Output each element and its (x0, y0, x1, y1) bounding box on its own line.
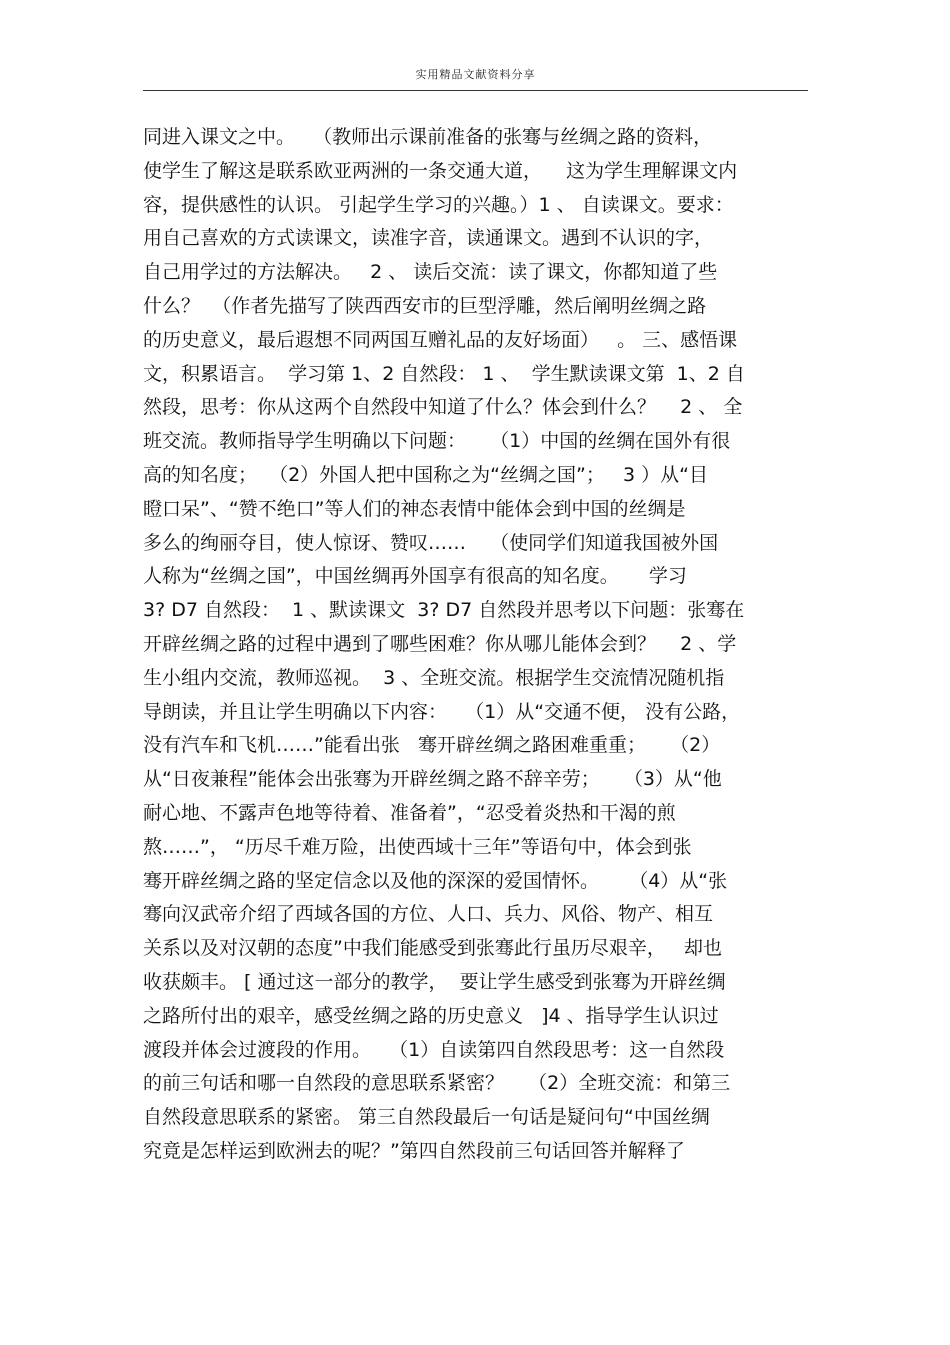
text-line: 高的知名度； （2）外国人把中国称之为“丝绸之国”； 3 ）从“目 (143, 463, 708, 486)
text-line: 同进入课文之中。 （教师出示课前准备的张骞与丝绸之路的资料， (143, 126, 713, 148)
text-line: 用自己喜欢的方式读课文，读准字音，读通课文。遇到不认识的字， (143, 227, 714, 250)
text-line: 自然段意思联系的紧密。 第三自然段最后一句话是疑问句“中国丝绸 (143, 1106, 710, 1129)
text-line: 班交流。教师指导学生明确以下问题： （1）中国的丝绸在国外有很 (143, 430, 731, 453)
text-line: 人称为“丝绸之国”，中国丝绸再外国享有很高的知名度。 学习 (143, 565, 687, 588)
text-line: 瞪口呆”、“赞不绝口”等人们的神态表情中能体会到中国的丝绸是 (143, 497, 686, 520)
text-line: 从“日夜兼程”能体会出张骞为开辟丝绸之路不辞辛劳； （3）从“他 (143, 768, 722, 791)
text-line: 熬……”， “历尽千难万险，出使西域十三年”等语句中，体会到张 (143, 835, 692, 858)
text-line: 文，积累语言。 学习第 1、2 自然段： 1 、 学生默读课文第 1、2 自 (143, 362, 745, 385)
page-header: 实用精品文献资料分享 (415, 68, 536, 81)
text-line: 没有汽车和飞机……”能看出张 骞开辟丝绸之路困难重重； （2） (143, 734, 721, 757)
text-line: 关系以及对汉朝的态度”中我们能感受到张骞此行虽历尽艰辛， 却也 (143, 937, 722, 960)
text-line: 骞向汉武帝介绍了西域各国的方位、人口、兵力、风俗、物产、相互 (143, 903, 714, 926)
text-line: 3? D7 自然段： 1 、默读课文 3? D7 自然段并思考以下问题：张骞在 (143, 599, 745, 622)
text-line: 开辟丝绸之路的过程中遇到了哪些困难？你从哪儿能体会到？ 2 、学 (143, 632, 737, 655)
text-line: 究竟是怎样运到欧洲去的呢？”第四自然段前三句话回答并解释了 (143, 1139, 685, 1162)
text-line: 然段，思考：你从这两个自然段中知道了什么？体会到什么？ 2 、 全 (143, 396, 743, 419)
text-line: 骞开辟丝绸之路的坚定信念以及他的深深的爱国情怀。 （4）从“张 (143, 869, 728, 892)
text-line: 的历史意义，最后遐想不同两国互赠礼品的友好场面） 。 三、感悟课 (143, 328, 738, 351)
text-line: 之路所付出的艰辛，感受丝绸之路的历史意义 ]4 、指导学生认识过 (143, 1004, 719, 1027)
text-line: 什么？ （作者先描写了陕西西安市的巨型浮雕，然后阐明丝绸之路 (143, 294, 707, 317)
text-line: 收获颇丰。 [ 通过这一部分的教学， 要让学生感受到张骞为开辟丝绸 (143, 970, 726, 993)
text-line: 容，提供感性的认识。 引起学生学习的兴趣。）1 、 自读课文。要求： (143, 193, 734, 216)
text-line: 生小组内交流，教师巡视。 3 、全班交流。根据学生交流情况随机指 (143, 666, 725, 689)
text-line: 多么的绚丽夺目，使人惊讶、赞叹…… （使同学们知道我国被外国 (143, 531, 719, 554)
text-line: 耐心地、不露声色地等待着、准备着”，“忍受着炎热和干渴的煎 (143, 801, 676, 824)
header-divider (143, 90, 808, 91)
text-line: 的前三句话和哪一自然段的意思联系紧密？ （2）全班交流：和第三 (143, 1072, 731, 1095)
text-line: 导朗读，并且让学生明确以下内容： （1）从“交通不便， 没有公路， (143, 700, 741, 723)
text-line: 渡段并体会过渡段的作用。 （1）自读第四自然段思考：这一自然段 (143, 1038, 725, 1061)
text-line: 自己用学过的方法解决。 2 、 读后交流：读了课文，你都知道了些 (143, 261, 718, 284)
text-line: 使学生了解这是联系欧亚两洲的一条交通大道， 这为学生理解课文内 (143, 159, 738, 182)
document-body (143, 121, 813, 1169)
